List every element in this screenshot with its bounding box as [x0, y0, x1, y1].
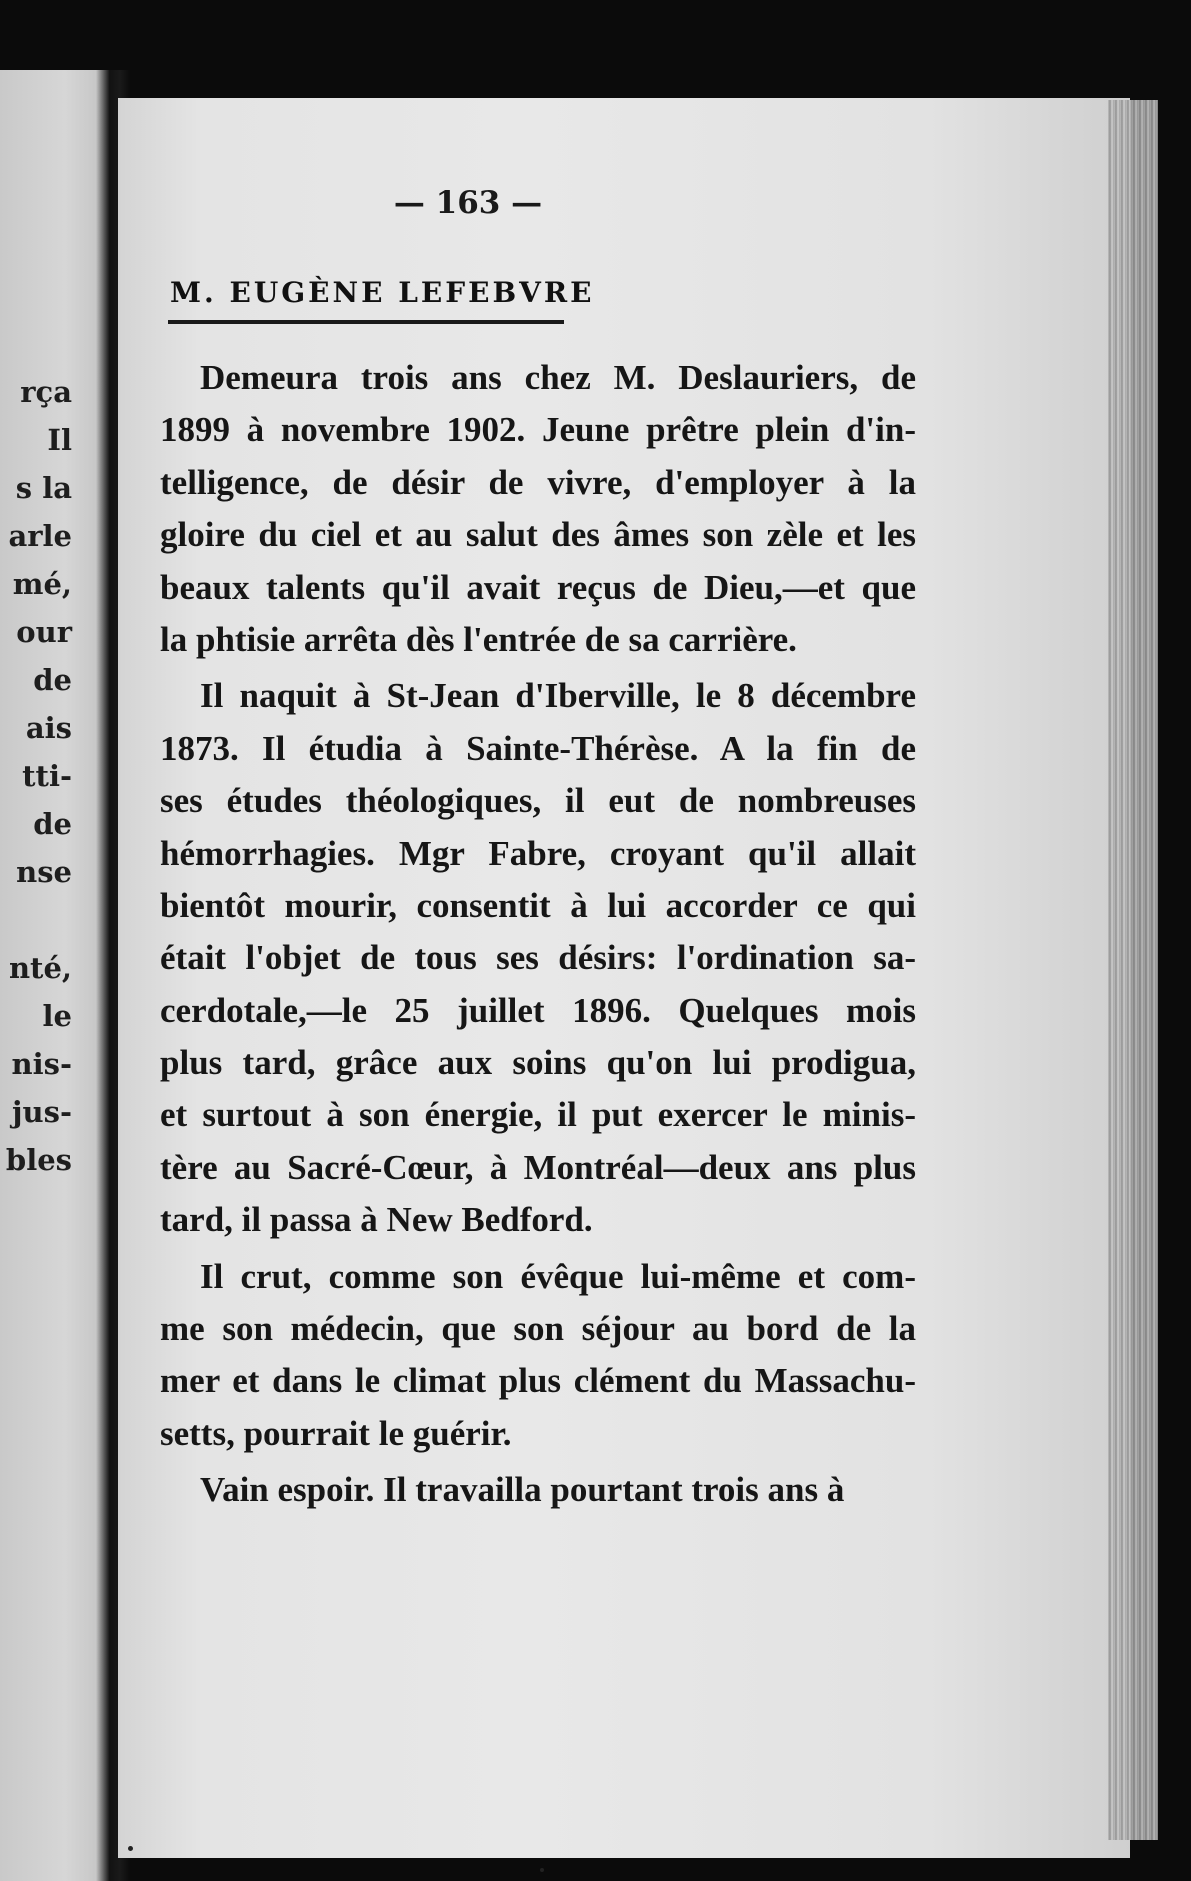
section-title: M. EUGÈNE LEFEBVRE: [170, 276, 595, 309]
paragraph: [160, 1464, 916, 1516]
text-line: bientôt mourir, consentit à lui accorder ce qui: [160, 885, 916, 925]
paragraph: [160, 670, 916, 1246]
page-number-header: — 163 —: [393, 185, 543, 221]
scan-speck: [540, 1868, 544, 1872]
text-line: Il naquit à St-Jean d'Iberville, le 8 décembre: [200, 676, 916, 716]
text-line: me son médecin, que son séjour au bord de la: [160, 1309, 916, 1349]
text-line: hémorrhagies. Mgr Fabre, croyant qu'il allait: [160, 833, 916, 873]
text-line: gloire du ciel et au salut des âmes son zèle et les: [160, 515, 916, 555]
text-line: 1873. Il étudia à Sainte-Thérèse. A la fin de: [160, 728, 916, 768]
page-edges: [1108, 100, 1158, 1840]
title-underline: [168, 320, 564, 324]
text-line: plus tard, grâce aux soins qu'on lui prodigua,: [160, 1043, 916, 1083]
text-line: la phtisie arrêta dès l'entrée de sa carrière.: [160, 619, 797, 659]
text-line: mer et dans le climat plus clément du Massachu-: [160, 1361, 916, 1401]
text-line: Demeura trois ans chez M. Deslauriers, de: [200, 358, 916, 397]
paragraph: [160, 1251, 916, 1461]
text-line: était l'objet de tous ses désirs: l'ordination sa-: [160, 938, 916, 978]
text-line: telligence, de désir de vivre, d'employer à la: [160, 462, 916, 502]
paragraph: [160, 352, 916, 666]
text-line: tère au Sacré-Cœur, à Montréal—deux ans plus: [160, 1147, 916, 1187]
text-line: setts, pourrait le guérir.: [160, 1413, 512, 1453]
scan-speck: [128, 1846, 133, 1851]
text-line: cerdotale,—le 25 juillet 1896. Quelques mois: [160, 990, 916, 1030]
text-line: 1899 à novembre 1902. Jeune prêtre plein d'in-: [160, 410, 916, 450]
text-line: tard, il passa à New Bedford.: [160, 1200, 593, 1240]
text-line: beaux talents qu'il avait reçus de Dieu,—et que: [160, 567, 916, 607]
text-line: ses études théologiques, il eut de nombreuses: [160, 781, 916, 821]
text-line: Il crut, comme son évêque lui-même et com-: [200, 1256, 916, 1296]
facing-page: rça Il s la arle mé, our de ais tti- de nse nté, le nis- jus- bles: [0, 70, 118, 1881]
page-body-text: [160, 352, 916, 1517]
text-line: et surtout à son énergie, il put exercer le minis-: [160, 1095, 916, 1135]
text-line: Vain espoir. Il travailla pourtant trois ans à: [200, 1470, 845, 1510]
